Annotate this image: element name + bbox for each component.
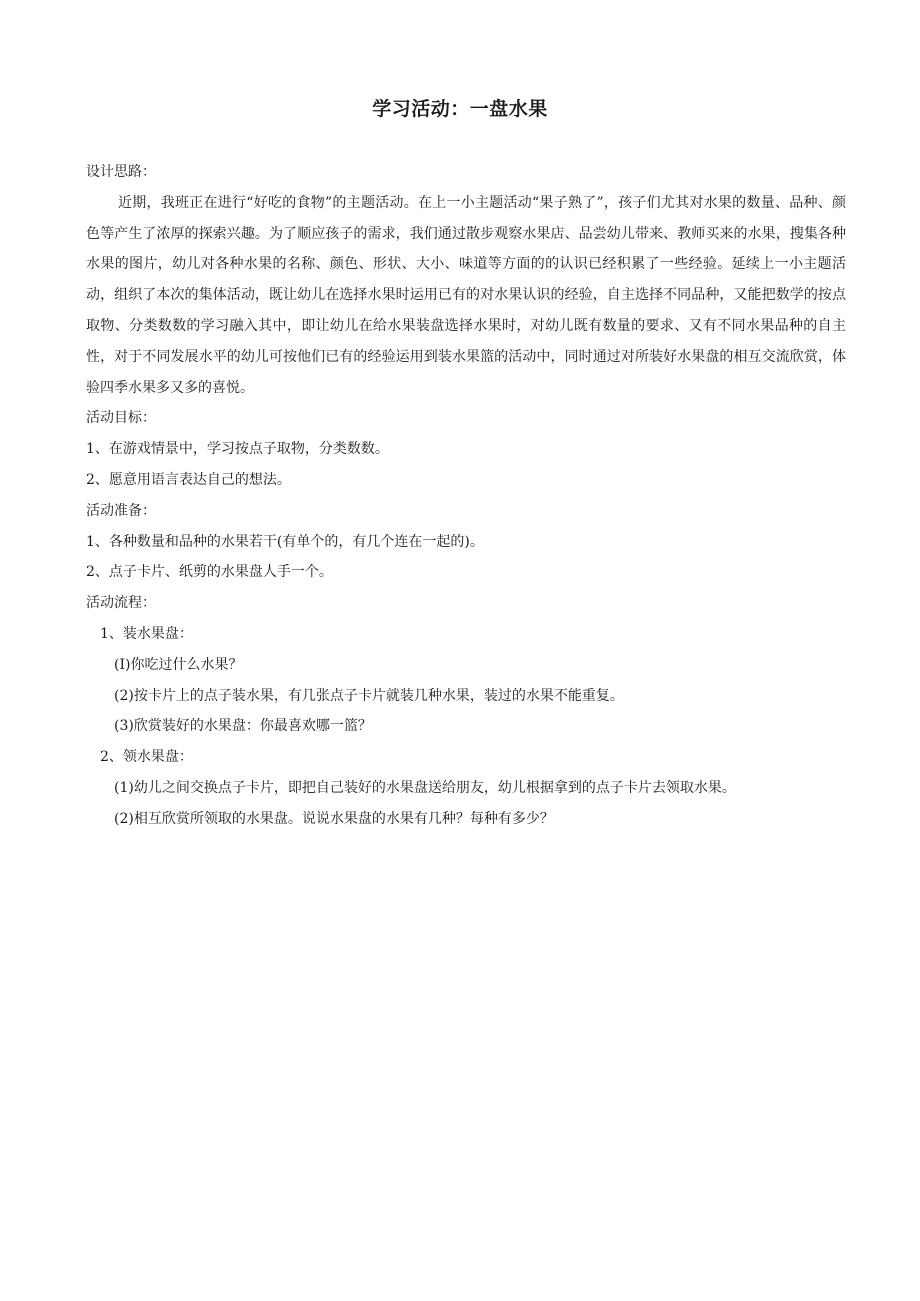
goals-heading: 活动目标： (86, 410, 156, 427)
page-title: 学习活动：一盘水果 (372, 98, 548, 120)
process-step: 2、领水果盘： (100, 749, 193, 766)
prep-heading: 活动准备： (86, 502, 156, 519)
process-substep: (1)幼儿之间交换点子卡片，即把自己装好的水果盘送给朋友，幼儿根据拿到的点子卡片去领取水果。 (114, 779, 736, 796)
process-heading: 活动流程： (86, 595, 156, 612)
goal-item: 2、愿意用语言表达自己的想法。 (86, 471, 291, 488)
process-substep: (3)欣赏装好的水果盘：你最喜欢哪一篮？ (114, 718, 372, 735)
process-substep: (I)你吃过什么水果？ (114, 656, 243, 673)
process-substep: (2)按卡片上的点子装水果，有几张点子卡片就装几种水果，装过的水果不能重复。 (114, 687, 624, 704)
prep-item: 1、各种数量和品种的水果若干(有单个的，有几个连在一起的)。 (86, 533, 484, 550)
process-step: 1、装水果盘： (100, 625, 193, 642)
prep-item: 2、点子卡片、纸剪的水果盘人手一个。 (86, 564, 333, 581)
design-paragraph: 近期，我班正在进行“好吃的食物”的主题活动。在上一小主题活动“果子熟了”，孩子们尤其对水果的数量、品种、颜色等产生了浓厚的探索兴趣。为了顺应孩子的需求，我们通过散步观察水果店、品尝幼儿带来、教师买来的水果，搜集各种水果的图片，幼儿对各种水果的名称、颜色、形状、大小、味道等方面的的认识已经积累了一些经验。延续上一小主题活动，组织了本次的集体活动，既让幼儿在选择水果时运用已有的对水果认识的经验，自主选择不同品种，又能把数学的按点取物、分类数数的学习融入其中，即让幼儿在给水果装盘选择水果时，对幼儿既有数量的要求、又有不同水果品种的自主性，对于不同发展水平的幼儿可按他们已有的经验运用到装水果篮的活动中，同时通过对所装好水果盘的相互交流欣赏，体验四季水果多又多的喜悦。 (86, 194, 846, 396)
document-body (86, 157, 846, 835)
design-heading: 设计思路： (86, 164, 156, 180)
process-substep: (2)相互欣赏所领取的水果盘。说说水果盘的水果有几种？每种有多少？ (114, 810, 554, 827)
goal-item: 1、在游戏情景中，学习按点子取物，分类数数。 (86, 441, 389, 458)
